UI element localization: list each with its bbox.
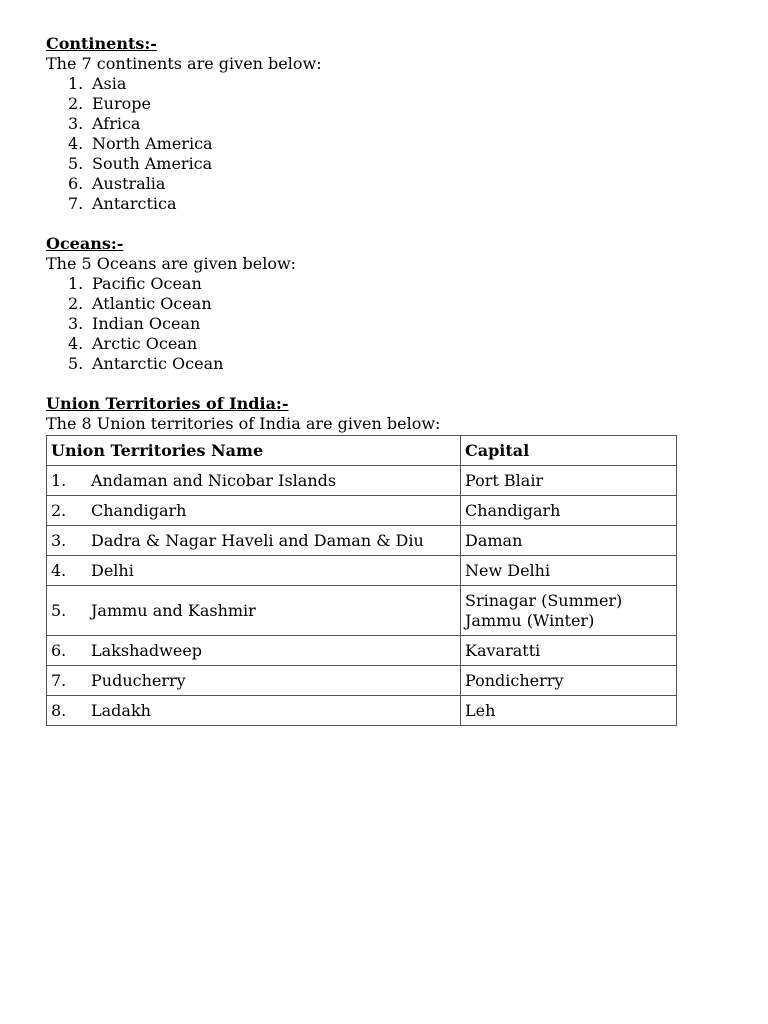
capital-name: Chandigarh [465,500,561,520]
table-row [47,466,677,496]
row-number: 5. [51,601,67,620]
capital-cell [461,696,677,726]
capital-cell [461,636,677,666]
capital-cell [461,466,677,496]
oceans-list [46,274,686,374]
capital-cell [461,666,677,696]
territory-name-cell [47,636,461,666]
capital-cell [461,586,677,636]
row-number: 8. [51,701,67,720]
list-item [46,174,686,194]
capital-name: Port Blair [465,470,544,490]
list-item-label: Europe [92,94,151,113]
column-header-capital: Capital [461,436,677,466]
territory-name-cell [47,666,461,696]
territory-name: Andaman and Nicobar Islands [91,471,337,490]
territory-name: Delhi [91,561,134,580]
list-item [46,154,686,174]
capital-name: New Delhi [465,560,551,580]
list-item-number: 3. [68,114,84,133]
list-item [46,194,686,214]
table-row [47,556,677,586]
continents-list [46,74,686,214]
list-item-number: 5. [68,354,84,373]
row-number: 4. [51,561,67,580]
table-row [47,496,677,526]
territory-name-cell [47,556,461,586]
list-item-label: Antarctic Ocean [92,354,224,373]
continents-intro: The 7 continents are given below: [46,54,322,73]
column-header-name: Union Territories Name [47,436,461,466]
territory-name: Dadra & Nagar Haveli and Daman & Diu [91,531,424,550]
capital-name: Pondicherry [465,670,564,690]
territory-name-cell [47,586,461,636]
territory-name-cell [47,496,461,526]
list-item [46,314,686,334]
section-spacer [46,374,686,394]
list-item-label: Atlantic Ocean [92,294,212,313]
capital-cell [461,496,677,526]
territory-name: Chandigarh [91,501,187,520]
list-item-number: 2. [68,94,84,113]
row-number: 2. [51,501,67,520]
list-item-label: Pacific Ocean [92,274,202,293]
list-item-number: 1. [68,274,84,293]
list-item-number: 1. [68,74,84,93]
list-item [46,74,686,94]
union-territories-table [46,435,677,726]
capital-name: Jammu (Winter) [465,610,595,630]
table-row [47,526,677,556]
row-number: 7. [51,671,67,690]
list-item-label: Arctic Ocean [92,334,198,353]
territory-name-cell [47,696,461,726]
table-row [47,586,677,636]
document-page [46,34,686,726]
list-item-number: 5. [68,154,84,173]
table-row [47,696,677,726]
capital-name: Daman [465,530,523,550]
list-item [46,294,686,314]
list-item-label: Asia [92,74,127,93]
row-number: 6. [51,641,67,660]
table-row [47,666,677,696]
list-item-label: Antarctica [92,194,177,213]
territory-name: Jammu and Kashmir [91,601,256,620]
list-item-label: North America [92,134,213,153]
list-item [46,274,686,294]
list-item-label: South America [92,154,213,173]
list-item-number: 7. [68,194,84,213]
territory-name: Ladakh [91,701,151,720]
capital-cell [461,526,677,556]
list-item [46,334,686,354]
list-item-number: 6. [68,174,84,193]
territory-name: Puducherry [91,671,186,690]
capital-name: Kavaratti [465,640,541,660]
oceans-heading: Oceans:- [46,234,124,253]
section-spacer [46,214,686,234]
territory-name: Lakshadweep [91,641,203,660]
list-item [46,354,686,374]
row-number: 1. [51,471,67,490]
list-item-number: 4. [68,134,84,153]
row-number: 3. [51,531,67,550]
capital-name: Srinagar (Summer) [465,590,623,610]
list-item-number: 4. [68,334,84,353]
territory-name-cell [47,466,461,496]
capital-name: Leh [465,700,496,720]
table-header-row [47,436,677,466]
list-item [46,134,686,154]
union-territories-intro: The 8 Union territories of India are given below: [46,414,441,433]
list-item [46,114,686,134]
table-row [47,636,677,666]
list-item-label: Australia [92,174,166,193]
continents-heading: Continents:- [46,34,157,53]
list-item-label: Africa [92,114,141,133]
capital-cell [461,556,677,586]
list-item-label: Indian Ocean [92,314,201,333]
list-item-number: 3. [68,314,84,333]
list-item [46,94,686,114]
oceans-intro: The 5 Oceans are given below: [46,254,297,273]
union-territories-heading: Union Territories of India:- [46,394,289,413]
list-item-number: 2. [68,294,84,313]
territory-name-cell [47,526,461,556]
